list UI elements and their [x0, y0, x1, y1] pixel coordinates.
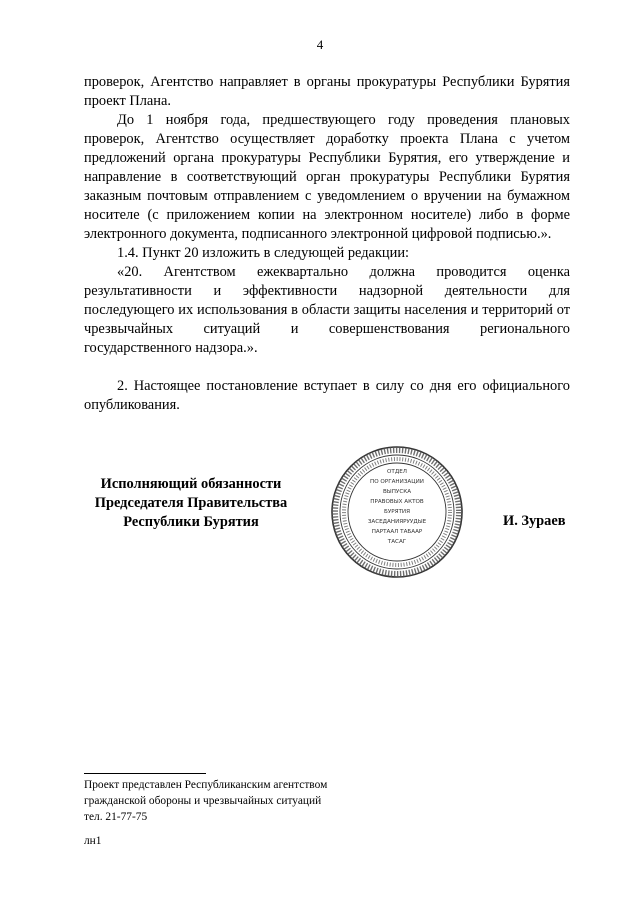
paragraph-effective-date: 2. Настоящее постановление вступает в силу со дня его официального опубликования.	[84, 378, 570, 413]
official-seal	[330, 445, 464, 579]
document-body	[84, 73, 570, 415]
signatory-title	[84, 475, 298, 532]
signatory-title-line: Исполняющий обязанности	[100, 476, 282, 492]
seal-text-line: ПРАВОВЫХ АКТОВ	[370, 499, 424, 505]
paragraph-continuation: проверок, Агентство направляет в органы прокуратуры Республики Бурятия проект Плана.	[84, 74, 570, 109]
signatory-title-line: Председателя Правительства	[94, 495, 288, 511]
footnote-line: тел. 21-77-75	[84, 811, 148, 823]
signatory-title-line: Республики Бурятия	[123, 514, 259, 530]
seal-text-line: ВЫПУСКА	[382, 489, 412, 495]
paragraph-deadline: До 1 ноября года, предшествующего году проведения плановых проверок, Агентство осуществляет доработку проекта Плана с учетом предложений органа прокуратуры Республики Бурятия, его утверждение и направление в соответствующий орган прокуратуры Республики Бурятия заказным почтовым отправлением с уведомлением о вручении на бумажном носителе (с приложением копии на электронном носителе) либо в форме электронного документа, подписанного электронной цифровой подписью.».	[84, 112, 570, 242]
seal-text-line: ПО ОРГАНИЗАЦИИ	[370, 479, 424, 485]
seal-text-line: ПАРТААЛ ТАБААР	[371, 529, 423, 535]
footnote-divider	[84, 773, 206, 774]
paragraph-item-1-4: 1.4. Пункт 20 изложить в следующей редакции:	[117, 245, 410, 261]
page-number: 4	[316, 37, 324, 52]
seal-text-line: БУРЯТИЯ	[384, 509, 410, 515]
seal-text-line: ЗАСЕДАНИЯРУУДЫЕ	[367, 519, 427, 525]
seal-text-line: ОТДЕЛ	[387, 469, 407, 475]
paragraph-item-20: «20. Агентством ежеквартально должна проводится оценка результативности и эффективности надзорной деятельности для последующего их использования в области защиты населения и территорий от чрезвычайных ситуаций и совершенствования регионального государственного надзора.».	[84, 264, 570, 356]
file-code: лн1	[84, 835, 102, 847]
footnote	[84, 777, 327, 825]
footnote-line: гражданской обороны и чрезвычайных ситуаций	[84, 795, 322, 807]
seal-text-line: ТАСАГ	[387, 539, 407, 545]
signatory-name: И. Зураев	[503, 513, 566, 529]
footnote-line: Проект представлен Республиканским агентством	[84, 779, 328, 791]
